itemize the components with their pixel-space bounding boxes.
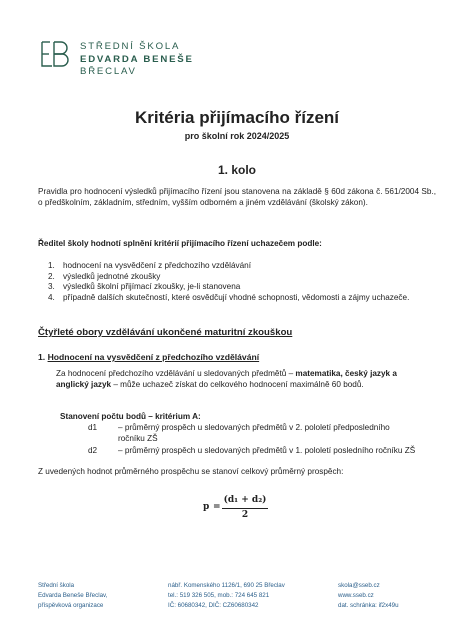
footer-line: Edvarda Beneše Břeclav,: [38, 592, 108, 599]
school-name-line-2: EDVARDA BENEŠE: [80, 53, 194, 65]
d2-description: – průměrný prospěch u sledovaných předmětů v 1. pololetí posledního ročníku ZŠ: [118, 446, 416, 455]
footer-line: příspěvková organizace: [38, 602, 104, 609]
formula-lhs: p: [203, 502, 210, 512]
intro-paragraph: Pravidla pro hodnocení výsledků přijímacího řízení jsou stanovena na základě § 60d zákona č. 561/2004 Sb., o předškolním, základním, středním, vyšším odborném a jiném vzdělávání (školský zákon).: [38, 187, 436, 208]
grades-paragraph: Za hodnocení předchozího vzdělávání u sledovaných předmětů – matematika, český jazyk a anglický jazyk – může uchazeč získat do celkového hodnocení maximálně 60 bodů.: [56, 369, 397, 390]
footer-school: [38, 581, 107, 611]
list-item: 1. hodnocení na vysvědčení z předchozího vzdělávání: [48, 261, 251, 270]
round-heading: 1. kolo: [217, 163, 256, 177]
school-logo-icon: [40, 40, 70, 68]
list-item: 4. případně dalších skutečností, které osvědčují vhodné schopnosti, vědomosti a zájmy uchazeče.: [48, 292, 410, 302]
formula-denominator: 2: [241, 510, 249, 520]
footer-email-link[interactable]: skola@sseb.cz: [338, 582, 380, 589]
footer-contacts: [338, 581, 399, 611]
footer-line: IČ: 60680342, DIČ: CZ60680342: [168, 602, 259, 609]
formula-numerator: (d₁ + d₂): [223, 495, 267, 505]
footer-address: [168, 581, 285, 611]
formula-equals: =: [213, 502, 221, 512]
average-formula: [200, 492, 280, 522]
d1-description: – průměrný prospěch u sledovaných předmětů v 2. pololetí předposledního ročníku ZŠ: [118, 423, 390, 444]
footer-line: nábř. Komenského 1126/1, 690 25 Břeclav: [168, 582, 285, 589]
criterion-heading: Stanovení počtu bodů – kritérium A:: [60, 412, 201, 421]
criteria-list: [38, 261, 438, 303]
sub-heading-title: Hodnocení na vysvědčení z předchozího vzdělávání: [47, 352, 260, 362]
footer-web-link[interactable]: www.sseb.cz: [338, 592, 374, 599]
school-name-line-1: STŘEDNÍ ŠKOLA: [80, 41, 181, 52]
sub-heading-number: 1.: [38, 352, 46, 362]
school-name: [80, 41, 194, 79]
section-heading: Čtyřleté obory vzdělávání ukončené maturitní zkouškou: [38, 327, 293, 338]
list-item: 2. výsledků jednotné zkoušky: [48, 271, 161, 281]
d1-label: d1: [88, 423, 98, 432]
footer-data-box: dat. schránka: if2x49u: [338, 602, 399, 609]
document-subtitle: pro školní rok 2024/2025: [184, 131, 290, 141]
document-title: Kritéria přijímacího řízení: [134, 108, 340, 127]
fraction-bar: [222, 508, 268, 509]
director-criteria-line: Ředitel školy hodnotí splnění kritérií přijímacího řízení uchazečem podle:: [38, 239, 322, 248]
school-name-line-3: BŘECLAV: [80, 66, 137, 77]
footer-line: tel.: 519 326 505, mob.: 724 645 821: [168, 592, 270, 599]
average-line: Z uvedených hodnot průměrného prospěchu se stanoví celkový průměrný prospěch:: [38, 467, 344, 476]
footer-line: Střední škola: [38, 582, 75, 589]
d2-label: d2: [88, 446, 98, 455]
list-item: 3. výsledků školní přijímací zkoušky, je-li stanovena: [48, 282, 241, 291]
sub-heading: [38, 352, 259, 362]
